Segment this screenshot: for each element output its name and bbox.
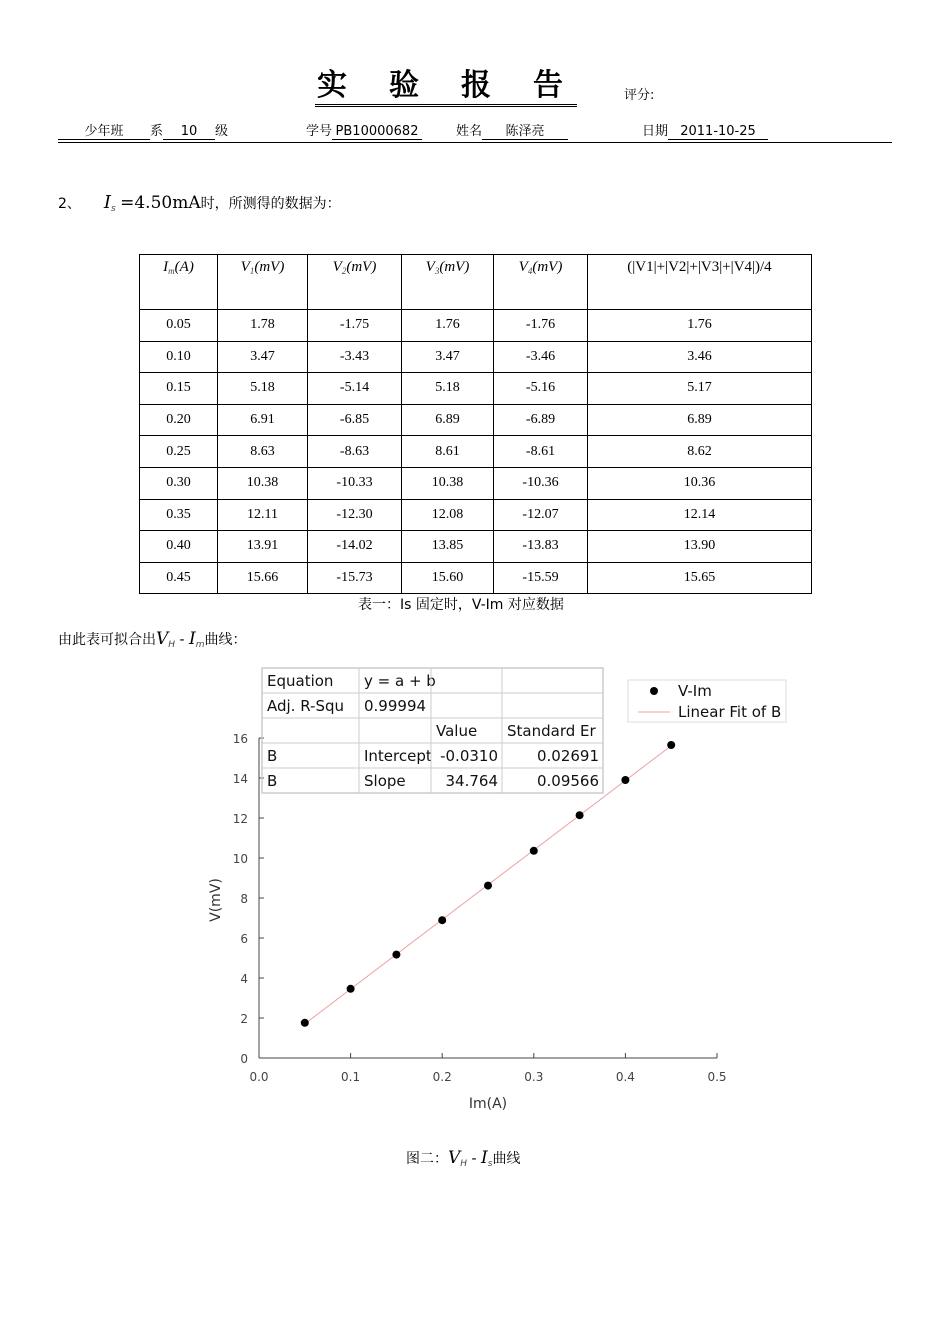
fit-table-cell xyxy=(262,718,359,743)
data-point xyxy=(667,741,675,749)
fit-table-text: B xyxy=(267,747,278,765)
fit-sym1: V xyxy=(156,629,169,649)
table-cell: 15.60 xyxy=(402,562,494,594)
table-cell: 5.18 xyxy=(218,373,308,405)
table-cell: -10.33 xyxy=(308,467,402,499)
date-field xyxy=(642,120,768,140)
chart-legend xyxy=(628,680,786,722)
table-row xyxy=(140,499,812,531)
fit-table-text: Equation xyxy=(267,672,334,690)
table-cell: -10.36 xyxy=(494,467,588,499)
fit-table-text: 34.764 xyxy=(445,772,498,790)
x-tick-label: 0.0 xyxy=(249,1070,269,1084)
table-row xyxy=(140,436,812,468)
table-cell: -14.02 xyxy=(308,531,402,563)
table-cell: 12.14 xyxy=(588,499,812,531)
table-row xyxy=(140,373,812,405)
table-cell: 0.10 xyxy=(140,341,218,373)
table-cell: -1.75 xyxy=(308,310,402,342)
figure-dash: - xyxy=(471,1151,477,1167)
x-tick-label: 0.2 xyxy=(432,1070,452,1084)
table-cell: 0.15 xyxy=(140,373,218,405)
intro-text: 时，所测得的数据为： xyxy=(200,196,341,212)
table-cell: 1.76 xyxy=(402,310,494,342)
table-cell: -8.61 xyxy=(494,436,588,468)
table-cell: 0.25 xyxy=(140,436,218,468)
col-header-v1: $V_1(mV)$ xyxy=(218,255,308,310)
table-cell: -12.30 xyxy=(308,499,402,531)
fit-table-text: Intercept xyxy=(364,747,432,765)
table-cell: -3.46 xyxy=(494,341,588,373)
table-cell: 3.47 xyxy=(218,341,308,373)
col-header-v4: $V_4(mV)$ xyxy=(494,255,588,310)
score-label: 评分: xyxy=(624,88,655,103)
data-point xyxy=(621,776,629,784)
class-name: 少年班 xyxy=(58,124,150,140)
y-tick-label: 8 xyxy=(240,892,248,906)
table-row xyxy=(140,531,812,563)
table-cell: 13.85 xyxy=(402,531,494,563)
table-cell: 15.66 xyxy=(218,562,308,594)
fit-sub1: H xyxy=(168,640,176,650)
chart xyxy=(200,660,800,1130)
fit-suffix: 曲线： xyxy=(204,632,247,648)
figure-sym1: V xyxy=(448,1148,461,1168)
student-id-field xyxy=(306,120,422,140)
table-cell: 5.18 xyxy=(402,373,494,405)
y-tick-label: 6 xyxy=(240,932,248,946)
col-header-v2: $V_2(mV)$ xyxy=(308,255,402,310)
table-cell: 5.17 xyxy=(588,373,812,405)
x-tick-label: 0.4 xyxy=(615,1070,635,1084)
table-cell: 0.35 xyxy=(140,499,218,531)
table-cell: 0.30 xyxy=(140,467,218,499)
y-tick-label: 14 xyxy=(232,772,248,786)
table-cell: 10.36 xyxy=(588,467,812,499)
col-header-im: $I_m(A)$ xyxy=(140,255,218,310)
table-cell: -5.14 xyxy=(308,373,402,405)
fit-sub2: m xyxy=(195,640,205,650)
header-rule xyxy=(58,142,892,143)
fit-table-cell xyxy=(359,718,431,743)
x-tick-label: 0.3 xyxy=(524,1070,544,1084)
table-cell: 12.08 xyxy=(402,499,494,531)
legend-point-marker xyxy=(650,687,658,695)
data-point xyxy=(347,985,355,993)
report-title xyxy=(315,68,577,107)
x-tick-label: 0.1 xyxy=(341,1070,361,1084)
col-header-v3: $V_3(mV)$ xyxy=(402,255,494,310)
table-cell: -6.85 xyxy=(308,404,402,436)
fit-table-cell xyxy=(502,668,603,693)
table-cell: 8.62 xyxy=(588,436,812,468)
legend-label: Linear Fit of B xyxy=(678,703,782,721)
y-tick-label: 0 xyxy=(240,1052,248,1066)
table-cell: 1.76 xyxy=(588,310,812,342)
fit-table-text: 0.02691 xyxy=(536,747,599,765)
fit-table-text: B xyxy=(267,772,278,790)
table-cell: 13.90 xyxy=(588,531,812,563)
table-cell: 6.89 xyxy=(402,404,494,436)
fit-table-text: 0.99994 xyxy=(364,697,427,715)
table-row xyxy=(140,467,812,499)
data-point xyxy=(301,1019,309,1027)
fit-table-cell xyxy=(431,693,502,718)
formula-sub: s xyxy=(110,204,116,214)
average-formula: (|V1|+|V2|+|V3|+|V4|)/4 xyxy=(627,259,772,275)
table-cell: -6.89 xyxy=(494,404,588,436)
title-char: 验 xyxy=(389,68,419,103)
title-char: 实 xyxy=(317,68,347,103)
data-point xyxy=(484,882,492,890)
fit-table-text: 0.09566 xyxy=(536,772,599,790)
table-cell: 0.05 xyxy=(140,310,218,342)
intro-line xyxy=(58,192,341,214)
x-tick-label: 0.5 xyxy=(707,1070,727,1084)
table-cell: -12.07 xyxy=(494,499,588,531)
table-cell: 0.20 xyxy=(140,404,218,436)
figure-sym2: I xyxy=(481,1148,488,1168)
figure-sub1: H xyxy=(460,1159,468,1169)
table-cell: -15.73 xyxy=(308,562,402,594)
intro-index: 2、 xyxy=(58,196,81,212)
student-id-label: 学号 xyxy=(306,124,333,139)
y-tick-label: 2 xyxy=(240,1012,248,1026)
table-row xyxy=(140,310,812,342)
figure-caption-prefix: 图二： xyxy=(406,1151,448,1167)
student-name: 陈泽亮 xyxy=(482,124,568,140)
table-cell: 8.63 xyxy=(218,436,308,468)
table-row xyxy=(140,341,812,373)
date-value: 2011-10-25 xyxy=(668,124,768,140)
fit-table xyxy=(262,668,603,793)
col-header-average xyxy=(588,255,812,310)
table-cell: 12.11 xyxy=(218,499,308,531)
table-cell: -15.59 xyxy=(494,562,588,594)
table-header-row xyxy=(140,255,812,310)
legend-label: V-Im xyxy=(678,682,712,700)
fit-table-text: Adj. R-Squ xyxy=(267,697,344,715)
figure-sub2: s xyxy=(487,1159,493,1169)
table-cell: 15.65 xyxy=(588,562,812,594)
fit-table-text: Slope xyxy=(364,772,406,790)
fit-text xyxy=(58,629,247,650)
data-table xyxy=(139,254,812,594)
table-cell: 10.38 xyxy=(218,467,308,499)
table-cell: -1.76 xyxy=(494,310,588,342)
table-cell: 3.46 xyxy=(588,341,812,373)
date-label: 日期 xyxy=(642,124,669,139)
data-point xyxy=(576,811,584,819)
table-cell: 3.47 xyxy=(402,341,494,373)
student-id: PB10000682 xyxy=(332,124,422,140)
data-point xyxy=(438,916,446,924)
table-cell: 13.91 xyxy=(218,531,308,563)
table-cell: 0.45 xyxy=(140,562,218,594)
y-tick-label: 4 xyxy=(240,972,248,986)
formula-value: =4.50mA xyxy=(120,193,201,213)
table-cell: -8.63 xyxy=(308,436,402,468)
fit-prefix: 由此表可拟合出 xyxy=(58,632,156,648)
table-cell: 0.40 xyxy=(140,531,218,563)
table-caption: 表一：Is 固定时，V-Im 对应数据 xyxy=(358,597,564,613)
table-cell: 8.61 xyxy=(402,436,494,468)
table-cell: 6.89 xyxy=(588,404,812,436)
class-field xyxy=(58,120,228,140)
formula-symbol: I xyxy=(103,192,111,213)
table-cell: 1.78 xyxy=(218,310,308,342)
fit-table-text: -0.0310 xyxy=(440,747,498,765)
table-cell: -5.16 xyxy=(494,373,588,405)
y-tick-label: 16 xyxy=(232,732,248,746)
figure-caption xyxy=(406,1148,520,1169)
data-point xyxy=(392,951,400,959)
table-cell: 10.38 xyxy=(402,467,494,499)
title-char: 告 xyxy=(533,68,563,103)
name-field xyxy=(456,120,568,140)
y-axis-label: V(mV) xyxy=(208,878,224,922)
fit-sym2: I xyxy=(189,629,196,649)
x-axis-label: Im(A) xyxy=(468,1096,508,1112)
figure-caption-suffix: 曲线 xyxy=(492,1151,521,1167)
title-char: 报 xyxy=(461,68,491,103)
fit-table-text: Value xyxy=(436,722,478,740)
fit-table-text: y = a + b xyxy=(364,672,436,690)
fit-table-cell xyxy=(431,668,502,693)
grade-label: 级 xyxy=(215,124,229,139)
grade-value: 10 xyxy=(163,124,215,140)
name-label: 姓名 xyxy=(456,124,483,139)
table-row xyxy=(140,562,812,594)
dept-label: 系 xyxy=(150,124,164,139)
table-cell: 6.91 xyxy=(218,404,308,436)
fit-dash: - xyxy=(179,632,185,648)
data-point xyxy=(530,847,538,855)
table-cell: -3.43 xyxy=(308,341,402,373)
y-tick-label: 12 xyxy=(232,812,248,826)
fit-table-text: Standard Er xyxy=(507,722,596,740)
table-cell: -13.83 xyxy=(494,531,588,563)
y-tick-label: 10 xyxy=(232,852,248,866)
table-row xyxy=(140,404,812,436)
fit-table-cell xyxy=(502,693,603,718)
